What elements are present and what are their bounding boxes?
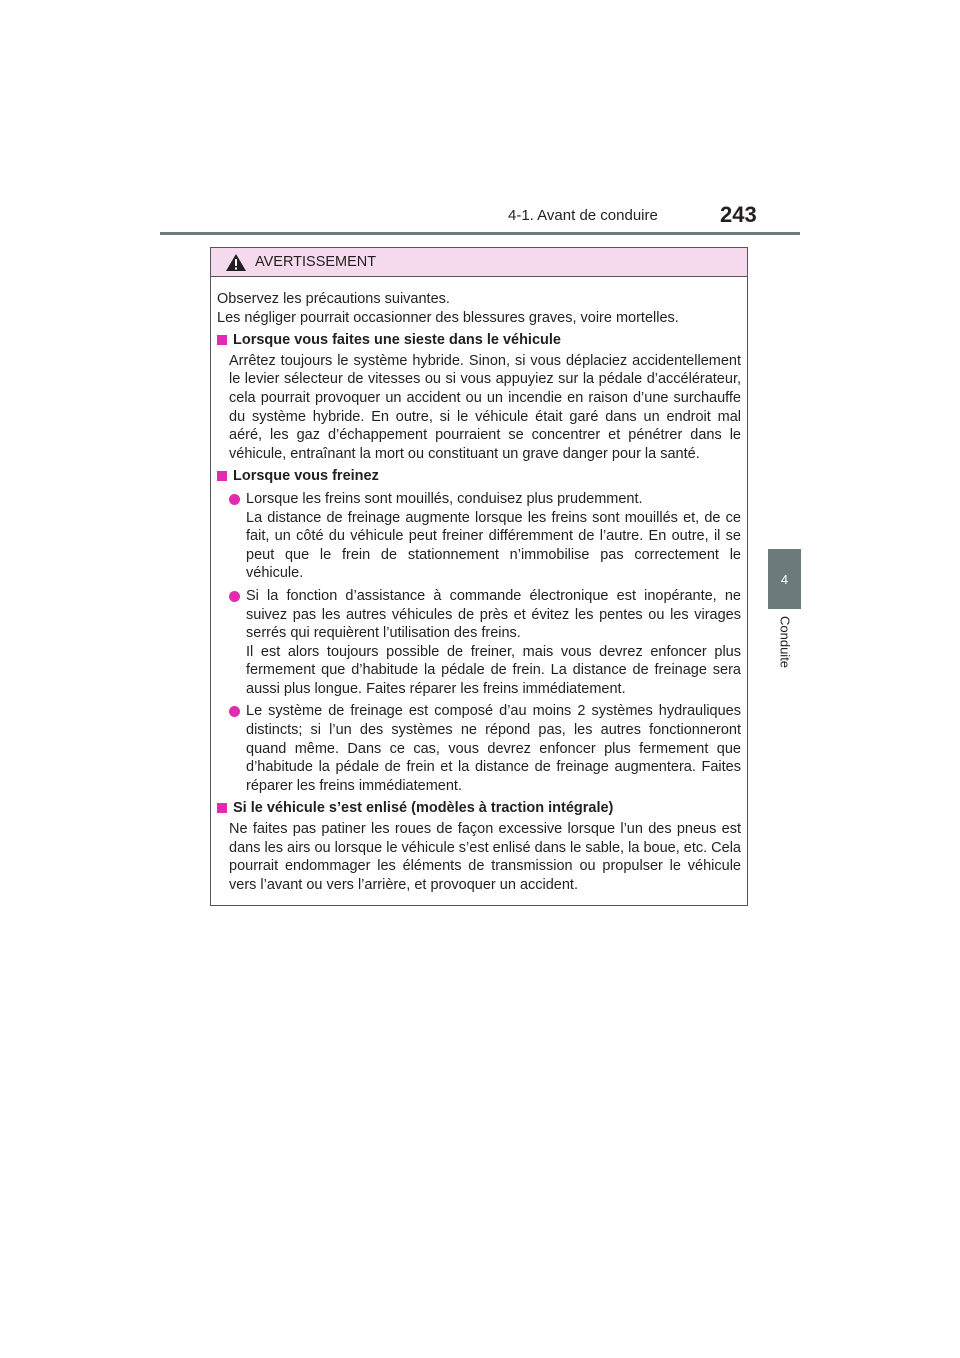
list-item (229, 702, 741, 795)
square-bullet-icon (217, 803, 227, 813)
warning-intro-line-2: Les négliger pourrait occasionner des blessures graves, voire mortelles. (217, 309, 679, 326)
warning-box (210, 247, 748, 906)
section-title-text: Lorsque vous freinez (233, 468, 379, 485)
list-item-text (246, 490, 741, 583)
circle-bullet-icon (229, 591, 240, 602)
section-title-sieste (217, 331, 741, 350)
list-item-paragraph: La distance de freinage augmente lorsque les freins sont mouillés et, de ce fait, un côté du véhicule peut freiner différemment de l’autre. En outre, il se peut que le frein de stationnement n’immobilise pas correctement le véhicule. (246, 509, 741, 582)
list-item-paragraph: Si la fonction d’assistance à commande électronique est inopérante, ne suivez pas les autres véhicules de près et évitez les pentes ou les virages serrés qui requièrent l’utilisation des freins. (246, 587, 741, 642)
warning-title: AVERTISSEMENT (255, 254, 377, 270)
section-title-text: Lorsque vous faites une sieste dans le véhicule (233, 332, 561, 349)
square-bullet-icon (217, 471, 227, 481)
square-bullet-icon (217, 335, 227, 345)
list-item (229, 490, 741, 583)
header-rule (160, 232, 800, 235)
page-number: 243 (720, 202, 757, 227)
section-title-freinage (217, 467, 741, 486)
section-title-text: Si le véhicule s’est enlisé (modèles à traction intégrale) (233, 800, 614, 817)
section-title-enlisement (217, 799, 741, 818)
section-text-enlisement: Ne faites pas patiner les roues de façon excessive lorsque l’un des pneus est dans les airs ou lorsque le véhicule s’est enlisé dans le sable, la boue, etc. Cela pourrait endommager les éléments de transmission ou propulser le véhicule vers l’avant ou vers l’arrière, et provoquer un accident. (229, 821, 741, 893)
circle-bullet-icon (229, 494, 240, 505)
list-item-paragraph: Lorsque les freins sont mouillés, conduisez plus prudemment. (246, 490, 643, 507)
warning-header (211, 248, 747, 277)
chapter-tab[interactable]: 4 (768, 549, 801, 609)
running-header-section: 4-1. Avant de conduire (508, 207, 658, 224)
list-item (229, 587, 741, 699)
section-text-sieste: Arrêtez toujours le système hybride. Sinon, si vous déplaciez accidentellement le levier sélecteur de vitesses ou si vous appuyiez sur la pédale d’accélérateur, cela pourrait provoquer un accident ou un incendie en raison d’une surchauffe du système hybride. En outre, si le véhicule était garé dans un endroit mal aéré, les gaz d’échappement pourraient se concentrer et pénétrer dans le véhicule, entraînant la mort ou constituant un grave danger pour la santé. (229, 352, 741, 462)
warning-body (211, 277, 747, 894)
chapter-tab-label: Conduite (777, 616, 793, 669)
warning-intro-line-1: Observez les précautions suivantes. (217, 291, 450, 307)
warning-triangle-icon (225, 253, 247, 272)
circle-bullet-icon (229, 706, 240, 717)
list-item-text (246, 702, 741, 795)
list-item-paragraph: Le système de freinage est composé d’au moins 2 systèmes hydrauliques distincts; si l’un des systèmes ne répond pas, les autres fonctionneront quand même. Dans ce cas, vous devrez enfoncer plus fermement que d’habitude la pédale de frein et la distance de freinage augmentera. Faites réparer les freins immédiatement. (246, 703, 741, 794)
list-item-paragraph: Il est alors toujours possible de freiner, mais vous devrez enfoncer plus fermement que d’habitude la pédale de frein. La distance de freinage sera aussi plus longue. Faites réparer les freins immédiatement. (246, 643, 741, 697)
list-item-text (246, 587, 741, 699)
